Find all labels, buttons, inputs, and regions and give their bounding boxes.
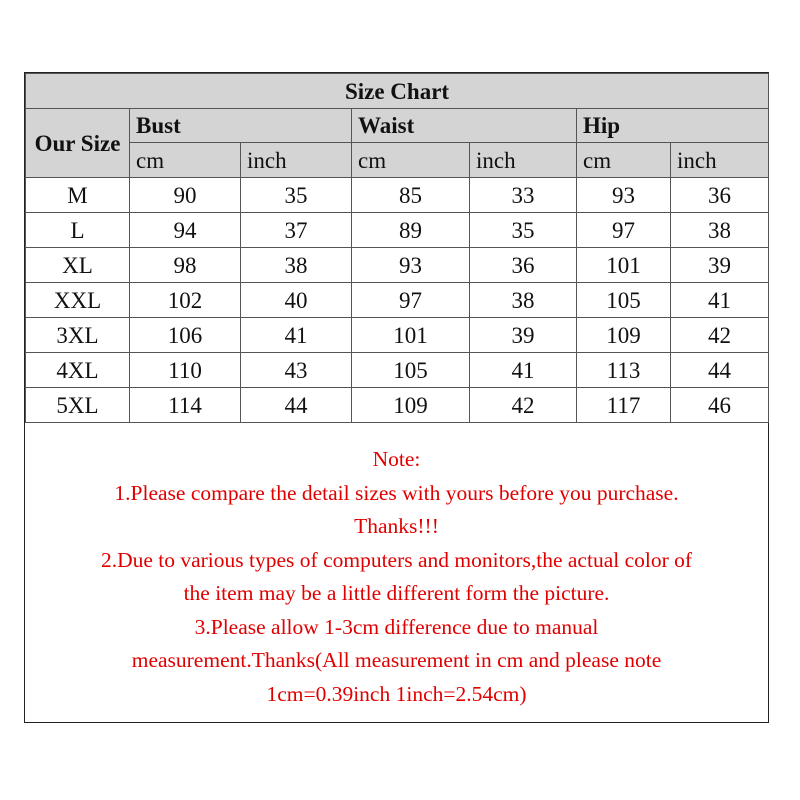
size-label: 3XL (26, 318, 130, 353)
measurement-cell: 37 (241, 213, 352, 248)
unit-header: cm (130, 143, 241, 178)
measurement-cell: 44 (671, 353, 769, 388)
measurement-cell: 90 (130, 178, 241, 213)
measurement-cell: 35 (470, 213, 577, 248)
size-label: XXL (26, 283, 130, 318)
unit-header: cm (352, 143, 470, 178)
size-label: M (26, 178, 130, 213)
hip-header: Hip (577, 109, 769, 143)
measurement-cell: 101 (577, 248, 671, 283)
measurement-cell: 36 (470, 248, 577, 283)
measurement-cell: 106 (130, 318, 241, 353)
measurement-cell: 46 (671, 388, 769, 423)
measurement-cell: 33 (470, 178, 577, 213)
note-line: measurement.Thanks(All measurement in cm and please note (131, 648, 662, 672)
unit-header: inch (671, 143, 769, 178)
measurement-cell: 109 (352, 388, 470, 423)
table-row (26, 178, 769, 213)
table-row (26, 248, 769, 283)
note-line: 2.Due to various types of computers and monitors,the actual color of (100, 547, 693, 572)
note-line: Thanks!!! (354, 514, 439, 538)
table-row (26, 353, 769, 388)
measurement-cell: 89 (352, 213, 470, 248)
note-line: 3.Please allow 1-3cm difference due to manual (194, 614, 599, 639)
measurement-cell: 114 (130, 388, 241, 423)
size-label: XL (26, 248, 130, 283)
note-line: 1.Please compare the detail sizes with yours before you purchase. (114, 480, 679, 505)
size-label: L (26, 213, 130, 248)
chart-title: Size Chart (26, 74, 769, 109)
unit-header: inch (241, 143, 352, 178)
measurement-cell: 94 (130, 213, 241, 248)
our-size-header: Our Size (26, 109, 130, 178)
table-row (26, 318, 769, 353)
measurement-cell: 38 (671, 213, 769, 248)
measurement-cell: 113 (577, 353, 671, 388)
measurement-cell: 109 (577, 318, 671, 353)
measurement-cell: 39 (470, 318, 577, 353)
measurement-cell: 36 (671, 178, 769, 213)
note-line: the item may be a little different form the picture. (183, 581, 610, 605)
measurement-cell: 97 (352, 283, 470, 318)
measurement-cell: 41 (671, 283, 769, 318)
measurement-cell: 117 (577, 388, 671, 423)
table-row (26, 283, 769, 318)
measurement-cell: 105 (577, 283, 671, 318)
size-label: 5XL (26, 388, 130, 423)
note-line: 1cm=0.39inch 1inch=2.54cm) (266, 681, 527, 706)
measurement-cell: 41 (241, 318, 352, 353)
measurement-cell: 38 (470, 283, 577, 318)
measurement-cell: 42 (470, 388, 577, 423)
measurement-cell: 40 (241, 283, 352, 318)
measurement-cell: 44 (241, 388, 352, 423)
bust-header: Bust (130, 109, 352, 143)
measurement-cell: 110 (130, 353, 241, 388)
measurement-cell: 101 (352, 318, 470, 353)
measurement-cell: 85 (352, 178, 470, 213)
measurement-cell: 38 (241, 248, 352, 283)
measurement-cell: 42 (671, 318, 769, 353)
measurement-cell: 39 (671, 248, 769, 283)
size-chart (24, 72, 769, 723)
size-label: 4XL (26, 353, 130, 388)
unit-header: inch (470, 143, 577, 178)
notes-section (25, 423, 768, 711)
measurement-cell: 43 (241, 353, 352, 388)
measurement-cell: 105 (352, 353, 470, 388)
measurement-cell: 35 (241, 178, 352, 213)
measurement-cell: 98 (130, 248, 241, 283)
size-table (25, 73, 769, 423)
waist-header: Waist (352, 109, 577, 143)
measurement-cell: 97 (577, 213, 671, 248)
note-line: Note: (372, 447, 421, 471)
unit-header: cm (577, 143, 671, 178)
table-row (26, 388, 769, 423)
measurement-cell: 93 (352, 248, 470, 283)
measurement-cell: 41 (470, 353, 577, 388)
measurement-cell: 93 (577, 178, 671, 213)
table-row (26, 213, 769, 248)
measurement-cell: 102 (130, 283, 241, 318)
